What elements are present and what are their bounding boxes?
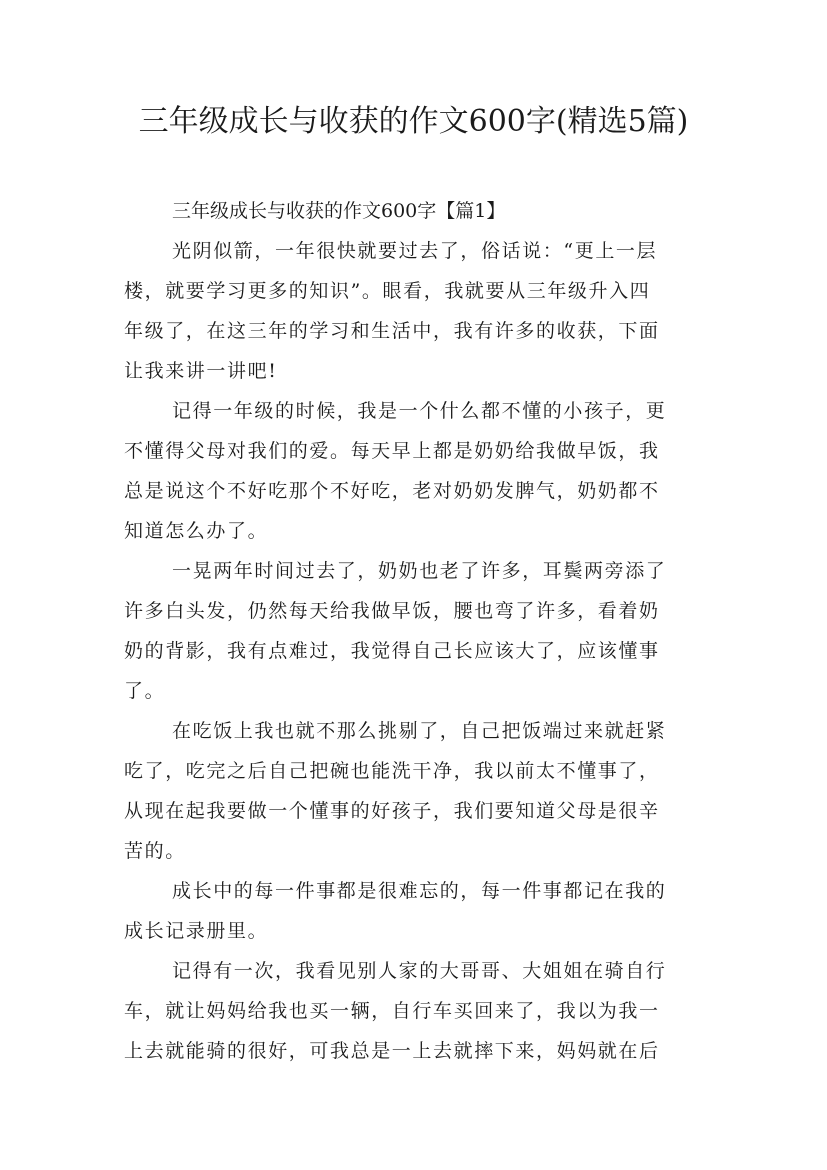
paragraph-line: 在吃饭上我也就不那么挑剔了，自己把饭端过来就赶紧: [172, 720, 667, 742]
paragraph-line: 了。: [124, 680, 166, 702]
paragraph-line: 许多白头发，仍然每天给我做早饭，腰也弯了许多，看着奶: [124, 600, 660, 622]
paragraph: [124, 391, 704, 551]
paragraph-line: 一晃两年时间过去了，奶奶也老了许多，耳鬓两旁添了: [172, 560, 667, 582]
paragraph: [124, 231, 704, 391]
paragraph-line: 总是说这个不好吃那个不好吃，老对奶奶发脾气，奶奶都不: [124, 480, 660, 502]
paragraph-line: 年级了，在这三年的学习和生活中，我有许多的收获，下面: [124, 320, 660, 342]
section-heading: 三年级成长与收获的作文600字【篇1】: [172, 200, 506, 222]
paragraph-line: 从现在起我要做一个懂事的好孩子，我们要知道父母是很辛: [124, 800, 660, 822]
paragraph-line: 光阴似箭，一年很快就要过去了，俗话说：“更上一层: [172, 240, 658, 262]
paragraph-line: 记得一年级的时候，我是一个什么都不懂的小孩子，更: [172, 400, 667, 422]
paragraph-line: 吃了，吃完之后自己把碗也能洗干净，我以前太不懂事了，: [124, 760, 660, 782]
paragraph-line: 记得有一次，我看见别人家的大哥哥、大姐姐在骑自行: [172, 960, 667, 982]
paragraph-line: 不懂得父母对我们的爱。每天早上都是奶奶给我做早饭，我: [124, 440, 660, 462]
document-title: 三年级成长与收获的作文600字(精选5篇): [138, 104, 689, 139]
paragraph-line: 让我来讲一讲吧!: [124, 360, 278, 382]
paragraph: [124, 951, 704, 1071]
paragraph-line: 成长中的每一件事都是很难忘的，每一件事都记在我的: [172, 880, 667, 902]
paragraph: [124, 551, 704, 711]
paragraph-line: 成长记录册里。: [124, 920, 269, 942]
document-body: [124, 191, 704, 1071]
paragraph: [124, 711, 704, 871]
paragraph: [124, 871, 704, 951]
paragraph-line: 奶的背影，我有点难过，我觉得自己长应该大了，应该懂事: [124, 640, 660, 662]
paragraph-line: 知道怎么办了。: [124, 520, 269, 542]
paragraph-list: [124, 231, 704, 1071]
paragraph-line: 上去就能骑的很好，可我总是一上去就摔下来，妈妈就在后: [124, 1040, 660, 1062]
paragraph-line: 车，就让妈妈给我也买一辆，自行车买回来了，我以为我一: [124, 1000, 660, 1022]
paragraph-line: 苦的。: [124, 840, 186, 862]
paragraph-line: 楼，就要学习更多的知识”。眼看，我就要从三年级升入四: [124, 280, 651, 302]
